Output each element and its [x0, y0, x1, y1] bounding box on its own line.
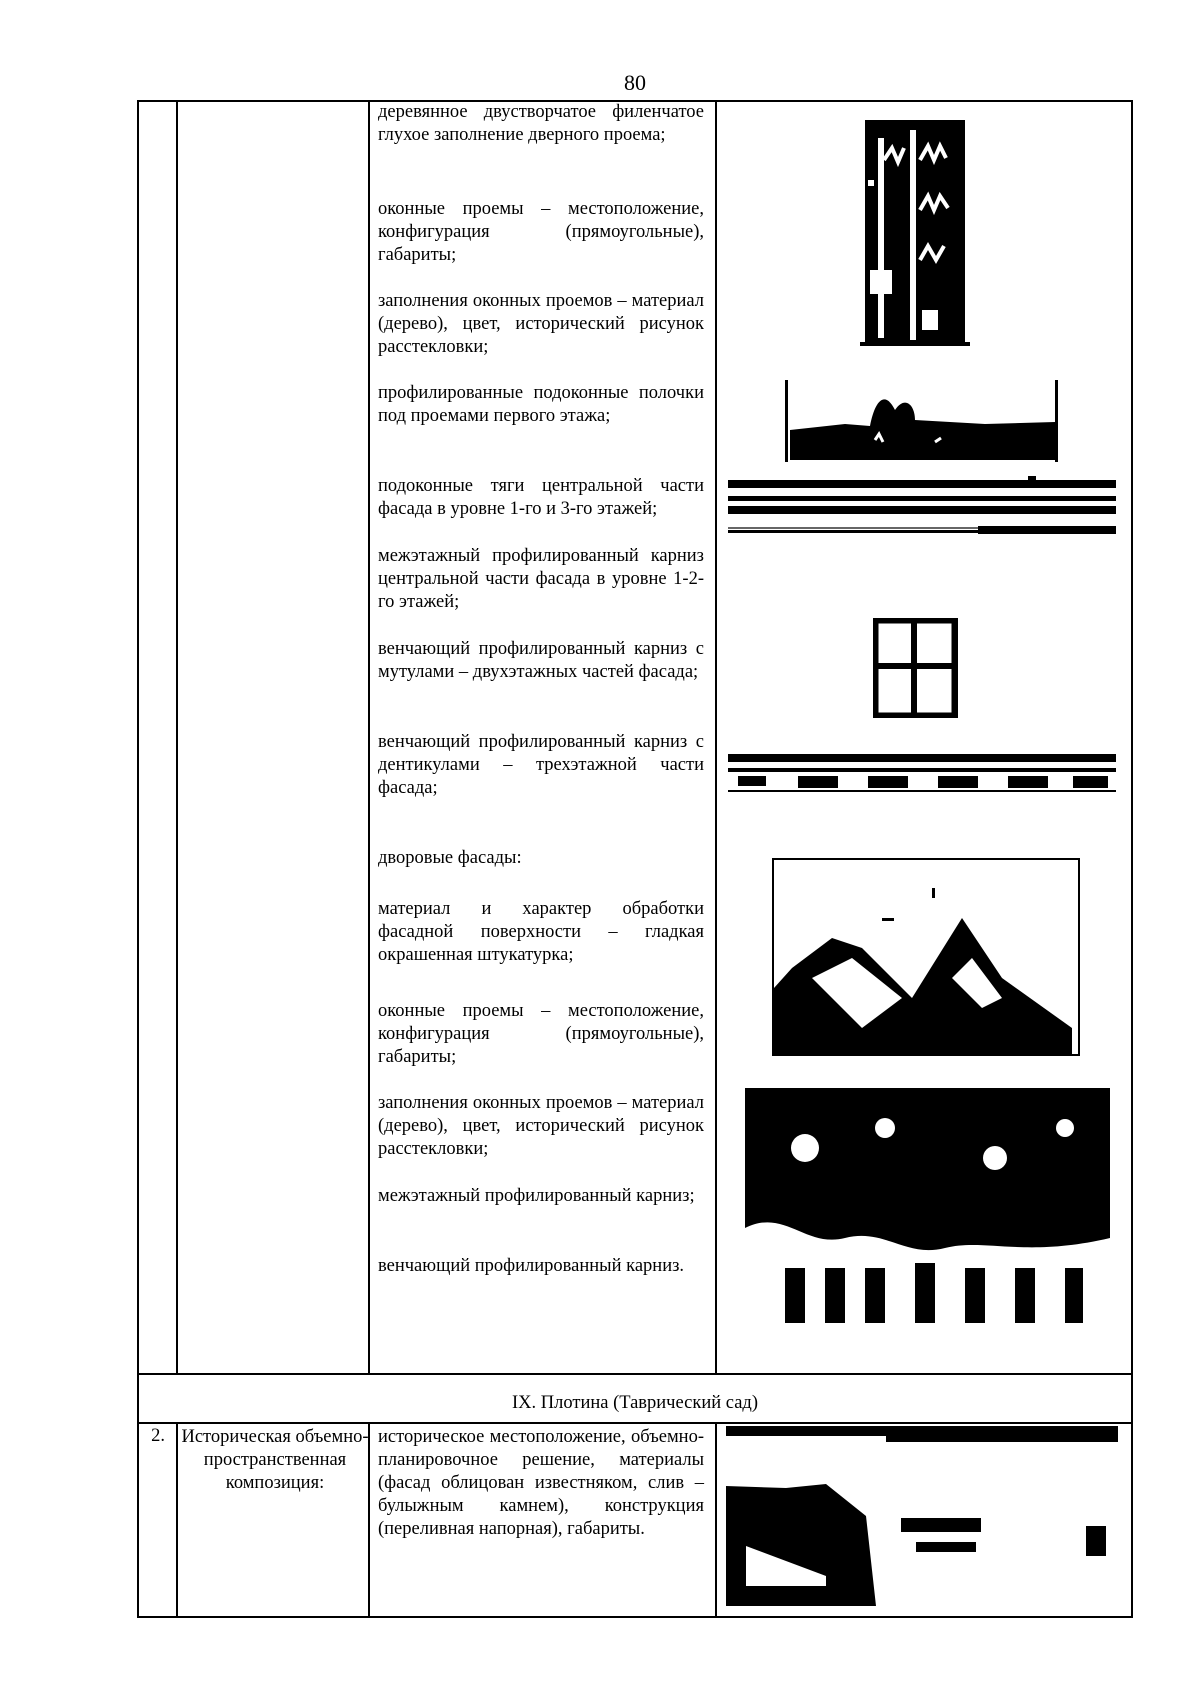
window-sill-photo — [785, 380, 1060, 462]
window-photo — [873, 618, 958, 718]
text-item-2: оконные проемы – местоположение, конфигурация (прямоугольные), габариты; — [378, 199, 704, 265]
dam-photo — [726, 1426, 1118, 1606]
text-item-11: оконные проемы – местоположение, конфигурация (прямоугольные), габариты; — [378, 1001, 704, 1067]
text-item-13: межэтажный профилированный карниз; — [378, 1186, 695, 1206]
text-item-1: деревянное двустворчатое филенчатое глухое заполнение дверного проема; — [378, 102, 704, 145]
text-item-6: межэтажный профилированный карниз центральной части фасада в уровне 1-2-го этажей; — [378, 546, 704, 612]
sill-strings-photo — [728, 472, 1116, 544]
text-item-3: заполнения оконных проемов – материал (дерево), цвет, исторический рисунок расстекловки; — [378, 291, 704, 357]
row-number: 2. — [151, 1426, 165, 1446]
cornice-photo — [728, 750, 1116, 800]
door-photo — [860, 120, 970, 355]
text-item-14: венчающий профилированный карниз. — [378, 1256, 685, 1276]
text-item-4: профилированные подоконные полочки под проемами первого этажа; — [378, 383, 704, 426]
row-name: Историческая объемно-пространственная композиция: — [181, 1427, 369, 1493]
row-description: историческое местоположение, объемно-планировочное решение, материалы (фасад облицован известняком, слив – булыжным камнем), конструкция (переливная напорная), габариты. — [378, 1427, 704, 1539]
text-item-5: подоконные тяги центральной части фасада в уровне 1-го и 3-го этажей; — [378, 476, 704, 519]
text-item-8: венчающий профилированный карниз с дентикулами – трехэтажной части фасада; — [378, 732, 704, 798]
text-item-7: венчающий профилированный карниз с мутулами – двухэтажных частей фасада; — [378, 639, 704, 682]
page-number: 80 — [624, 70, 646, 95]
courtyard-facade-photo — [745, 1088, 1110, 1361]
courtyard-roof-photo — [772, 858, 1080, 1056]
text-item-9: дворовые фасады: — [378, 848, 522, 868]
text-item-12: заполнения оконных проемов – материал (дерево), цвет, исторический рисунок расстекловки; — [378, 1093, 704, 1159]
section-title: IX. Плотина (Таврический сад) — [511, 1393, 758, 1413]
text-item-10: материал и характер обработки фасадной поверхности – гладкая окрашенная штукатурка; — [378, 899, 704, 965]
